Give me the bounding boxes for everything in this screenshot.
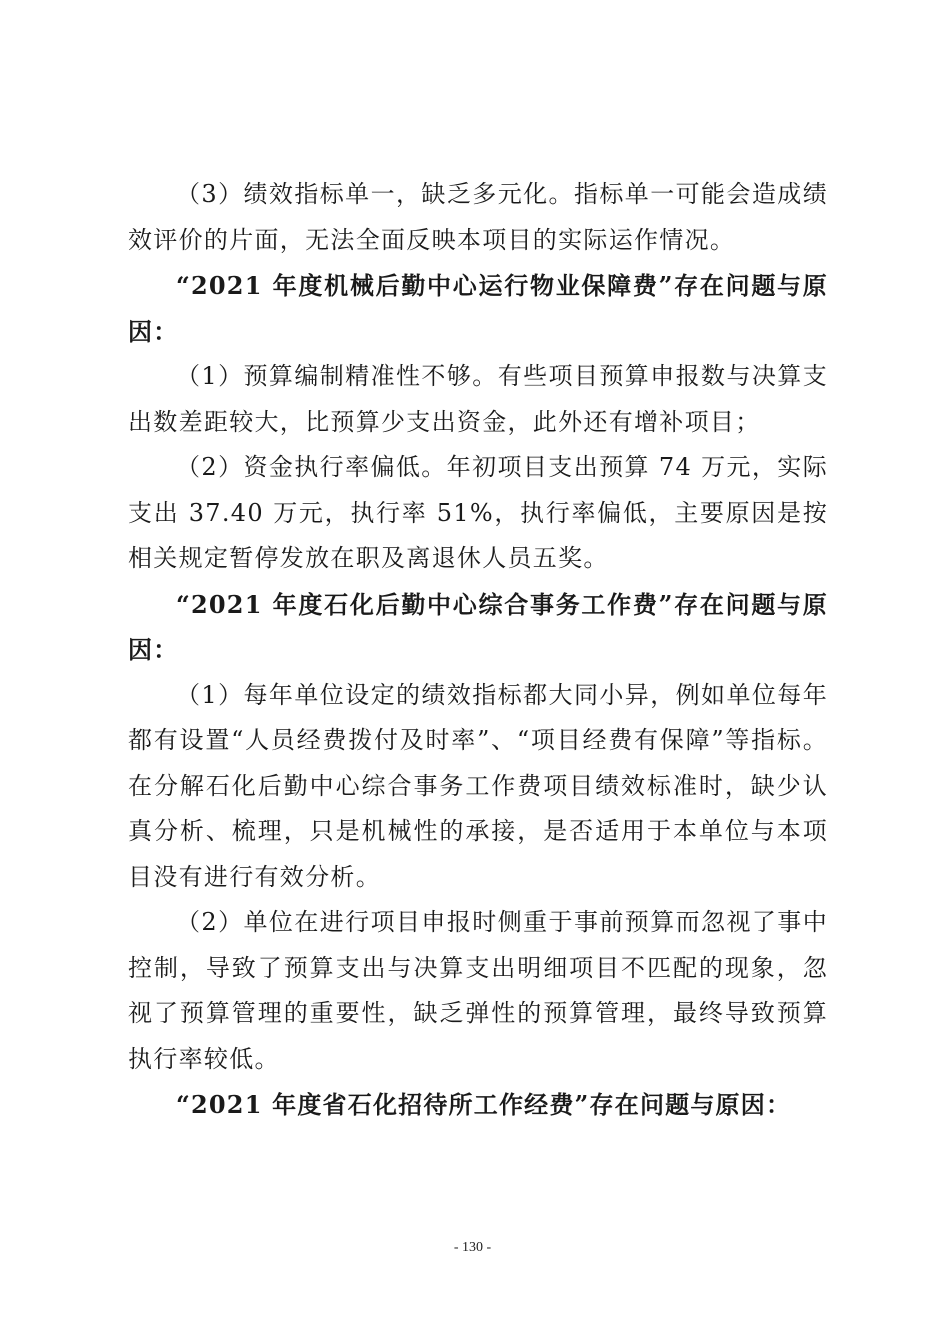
paragraph-indicators-similar: （1）每年单位设定的绩效指标都大同小异，例如单位每年都有设置“人员经费拨付及时率”、“项目经费有保障”等指标。在分解石化后勤中心综合事务工作费项目绩效标准时，缺少认真分析、梳理，只是机械性的承接，是否适用于本单位与本项目没有进行有效分析。 <box>128 680 828 891</box>
document-body <box>128 172 828 1128</box>
heading-guesthouse-work-funds: “2021 年度省石化招待所工作经费”存在问题与原因： <box>176 1090 792 1119</box>
heading-petrochemical-logistics-affairs-fee: “2021 年度石化后勤中心综合事务工作费”存在问题与原因： <box>128 589 828 664</box>
paragraph-project-declaration: （2）单位在进行项目申报时侧重于事前预算而忽视了事中控制，导致了预算支出与决算支出明细项目不匹配的现象，忽视了预算管理的重要性，缺乏弹性的预算管理，最终导致预算执行率较低。 <box>128 908 828 1073</box>
paragraph-indicator-single: （3）绩效指标单一，缺乏多元化。指标单一可能会造成绩效评价的片面，无法全面反映本项目的实际运作情况。 <box>128 180 828 254</box>
heading-machinery-logistics-property-fee: “2021 年度机械后勤中心运行物业保障费”存在问题与原因： <box>128 271 828 346</box>
paragraph-budget-precision: （1）预算编制精准性不够。有些项目预算申报数与决算支出数差距较大，比预算少支出资金，此外还有增补项目； <box>128 362 828 436</box>
page-number: - 130 - <box>453 1240 492 1255</box>
paragraph-execution-rate-low: （2）资金执行率偏低。年初项目支出预算 74 万元，实际支出 37.40 万元，执行率 51%，执行率偏低，主要原因是按相关规定暂停发放在职及离退休人员五奖。 <box>128 453 828 572</box>
